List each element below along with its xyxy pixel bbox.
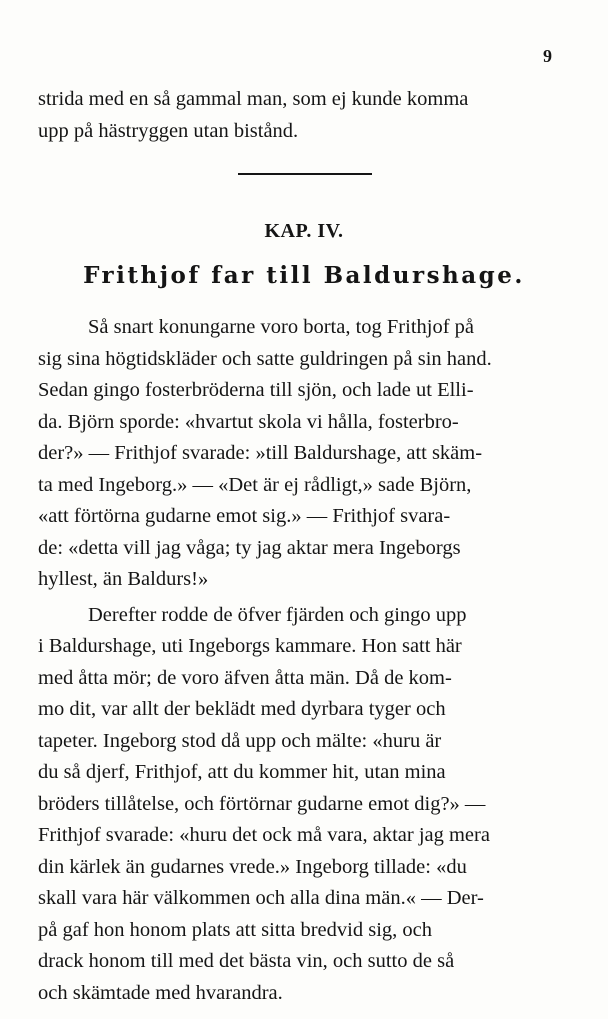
text-line: på gaf hon honom plats att sitta bredvid sig, och (38, 918, 432, 941)
text-line: mo dit, var allt der beklädt med dyrbara tyger och (38, 698, 446, 720)
text-line: bröders tillåtelse, och förtörnar gudarne emot dig?» — (38, 792, 486, 815)
text-line: med åtta mör; de voro äfven åtta män. Då de kom- (38, 666, 452, 689)
text-line: da. Björn sporde: «hvartut skola vi hålla, fosterbro- (38, 410, 459, 433)
page-number: 9 (543, 46, 552, 66)
section-divider (238, 173, 372, 175)
text-line: Så snart konungarne voro borta, tog Frithjof på (88, 316, 475, 338)
text-line: du så djerf, Frithjof, att du kommer hit, utan mina (38, 761, 446, 783)
text-line: och skämtade med hvarandra. (38, 981, 283, 1004)
text-line: ta med Ingeborg.» — «Det är ej rådligt,» sade Björn, (38, 473, 472, 496)
text-line: sig sina högtidskläder och satte guldringen på sin hand. (38, 347, 492, 370)
paragraph-2 (38, 600, 573, 1010)
text-line: Frithjof svarade: «huru det ock må vara, aktar jag mera (38, 824, 490, 846)
text-line: Derefter rodde de öfver fjärden och gingo upp (88, 603, 467, 626)
text-line: strida med en så gammal man, som ej kunde komma (38, 88, 469, 110)
text-line: skall vara här välkommen och alla dina män.« — Der- (38, 887, 484, 909)
chapter-title: Frithjof far till Baldurshage. (83, 262, 525, 289)
text-line: i Baldurshage, uti Ingeborgs kammare. Hon satt här (38, 635, 462, 657)
text-line: der?» — Frithjof svarade: »till Baldurshage, att skäm- (38, 442, 483, 464)
text-line: upp på hästryggen utan bistånd. (38, 119, 299, 142)
text-line: Sedan gingo fosterbröderna till sjön, och lade ut Elli- (38, 379, 474, 401)
chapter-body (38, 312, 573, 1009)
text-line: tapeter. Ingeborg stod då upp och mälte: «huru är (38, 729, 442, 752)
paragraph-1 (38, 312, 573, 596)
text-line: de: «detta vill jag våga; ty jag aktar mera Ingeborgs (38, 536, 461, 559)
text-line: «att förtörna gudarne emot sig.» — Frithjof svara- (38, 505, 451, 527)
text-line: hyllest, än Baldurs!» (38, 568, 209, 590)
text-line: din kärlek än gudarnes vrede.» Ingeborg tillade: «du (38, 855, 467, 878)
chapter-heading: KAP. IV. (264, 220, 344, 242)
carryover-text (38, 84, 573, 147)
text-line: drack honom till med det bästa vin, och sutto de så (38, 950, 455, 972)
